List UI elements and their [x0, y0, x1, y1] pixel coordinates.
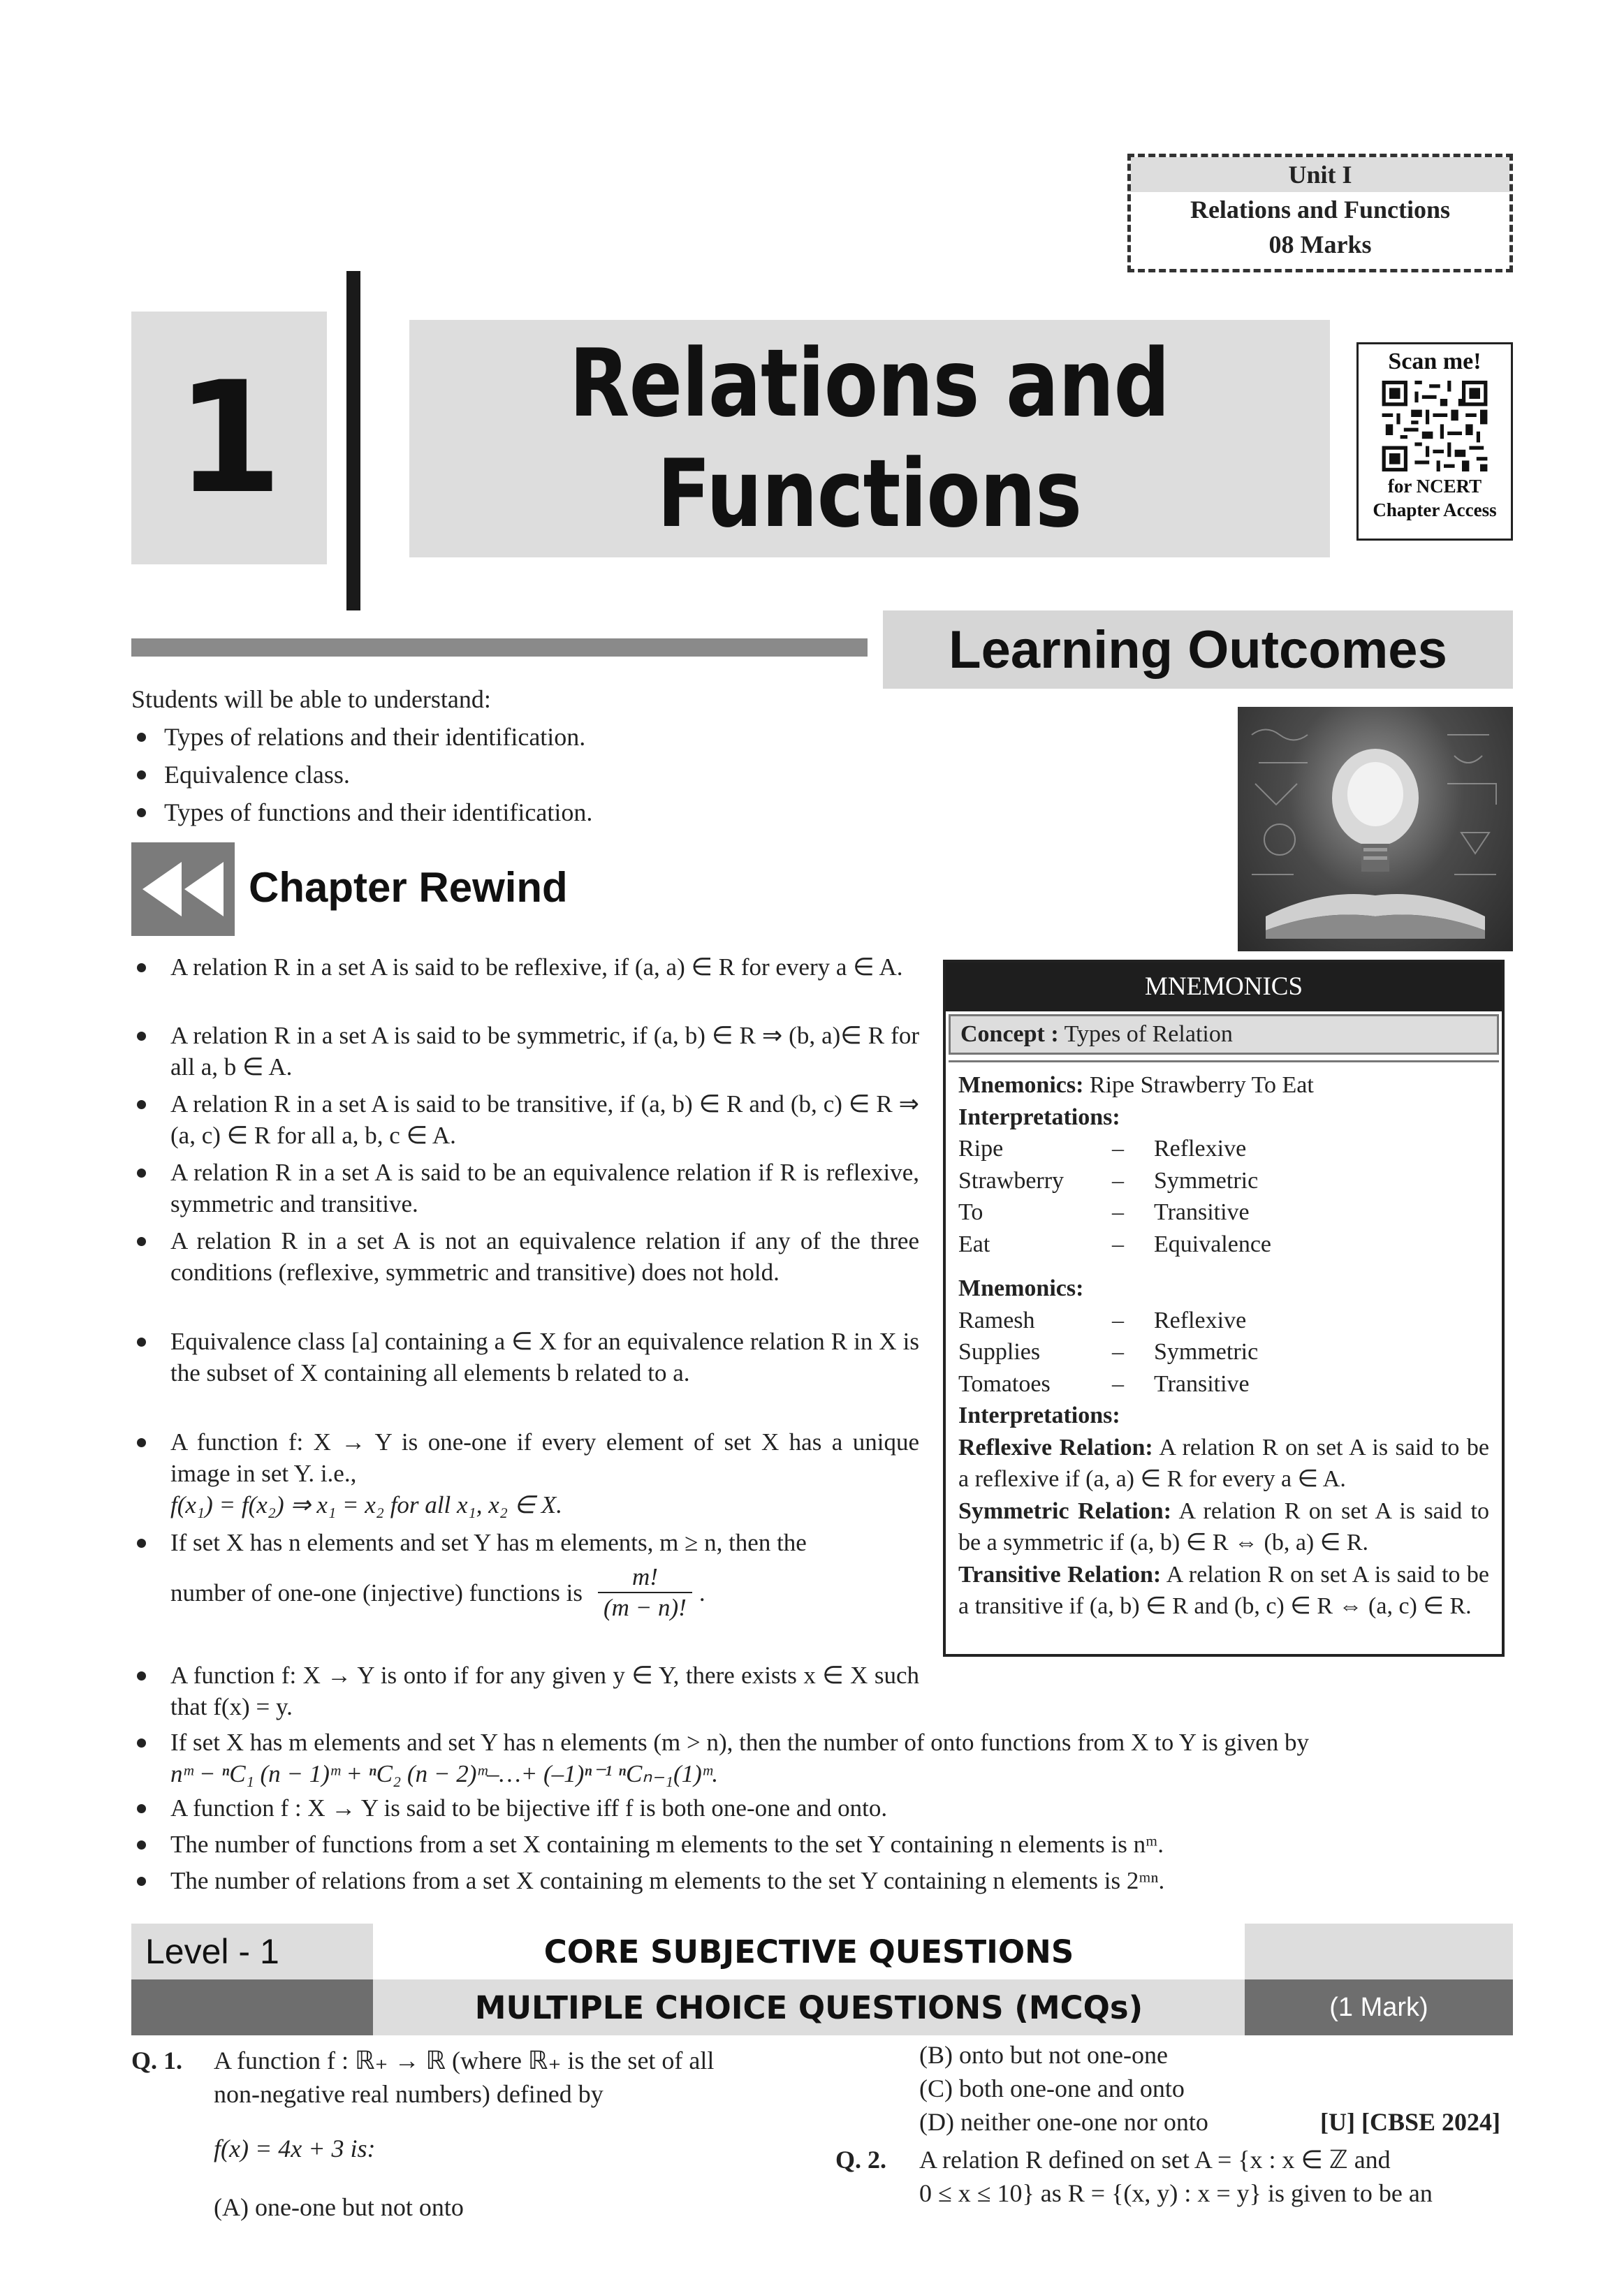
bullet-icon [137, 733, 146, 742]
qr-code-icon[interactable] [1382, 381, 1488, 471]
learning-outcomes-rule [131, 638, 868, 657]
reflexive-definition: Reflexive Relation: A relation R on set A is said to be a reflexive if (a, a) ∈ R for every a ∈ A. [958, 1434, 1489, 1492]
rewind-point: The number of functions from a set X containing m elements to the set Y containing n elements is nᵐ. [137, 1829, 1516, 1860]
fraction-denominator: (m − n)! [598, 1592, 692, 1623]
rewind-point: A function f: X → Y is onto if for any given y ∈ Y, there exists x ∈ X such that f(x) = y. [137, 1660, 919, 1722]
bullet-icon [137, 770, 146, 779]
mnemonic-row: Ramesh – Reflexive [958, 1307, 1247, 1333]
mcq-marks-box [1245, 1979, 1513, 2035]
learning-outcomes-title: Learning Outcomes [949, 620, 1447, 680]
core-questions-box [373, 1924, 1245, 1979]
mnemonic-row: To – Transitive [958, 1199, 1250, 1225]
transitive-definition: Transitive Relation: A relation R on set A is said to be a transitive if (a, b) ∈ R and (b, c) ∈ R ⇔ (a, c) ∈ R. [958, 1561, 1489, 1619]
mnemonic-row: Strawberry – Symmetric [958, 1167, 1259, 1194]
qr-scan-label: Scan me! [1388, 349, 1482, 374]
unit-info-box [1127, 154, 1513, 272]
mnemonics-header: MNEMONICS [946, 962, 1502, 1011]
question-2-number: Q. 2. [835, 2146, 887, 2174]
mnemonics-concept [949, 1014, 1499, 1055]
bullet-icon [137, 1100, 146, 1109]
chapter-rewind-title: Chapter Rewind [249, 864, 568, 911]
question-1-option-d[interactable]: (D) neither one-one nor onto [919, 2108, 1208, 2136]
rewind-point: A relation R in a set A is said to be transitive, if (a, b) ∈ R and (b, c) ∈ R ⇒ (a, c) ∈ R for all a, b, c ∈ A. [137, 1088, 919, 1151]
unit-name: Relations and Functions [1190, 196, 1451, 224]
qr-box[interactable] [1356, 342, 1513, 541]
bullet-icon [137, 808, 146, 817]
chapter-title-box [409, 320, 1330, 557]
bullet-icon [137, 1438, 146, 1447]
mnemonic-row: Tomatoes – Transitive [958, 1370, 1250, 1397]
injective-count-formula: number of one-one (injective) functions is $\frac{m!}{(m - n)!}$ . [170, 1563, 705, 1621]
learning-outcome-item: Equivalence class. [137, 760, 350, 789]
chapter-number: 1 [175, 349, 283, 527]
question-1-text: A function f : ℝ₊ → ℝ (where ℝ₊ is the set of all non-negative real numbers) defined by [214, 2047, 715, 2108]
rewind-point: A relation R in a set A is said to be reflexive, if (a, a) ∈ R for every a ∈ A. [137, 951, 919, 983]
bullet-icon [137, 1032, 146, 1041]
mnemonic-row: Supplies – Symmetric [958, 1339, 1259, 1365]
chapter-divider-bar [346, 271, 360, 610]
learning-outcomes-header [883, 610, 1513, 689]
rewind-point: If set X has n elements and set Y has m elements, m ≥ n, then the number of one-one (injective) functions is $\frac{m!}{(m - n)!}$ . [137, 1527, 919, 1623]
one-one-formula: f(x₁) = f(x₂) ⇒ x₁ = x₂ for all x₁, x₂ ∈ X. [170, 1491, 563, 1518]
chapter-number-box [131, 312, 327, 564]
qr-caption-line1: for NCERT [1387, 476, 1482, 497]
concept-value: Types of Relation [1064, 1021, 1233, 1047]
mnemonic-row: Ripe – Reflexive [958, 1136, 1247, 1162]
core-questions-title: CORE SUBJECTIVE QUESTIONS [543, 1933, 1074, 1970]
mnemonics-box [943, 960, 1505, 1657]
mcq-left-box [131, 1979, 373, 2035]
bullet-icon [137, 1840, 146, 1850]
question-2-text: A relation R defined on set A = {x : x ∈ ℤ and 0 ≤ x ≤ 10} as R = {(x, y) : x = y} is given to be an [919, 2146, 1433, 2207]
mnemonic-row: Eat – Equivalence [958, 1231, 1272, 1257]
question-1-option-c[interactable]: (C) both one-one and onto [919, 2074, 1185, 2102]
chapter-title [569, 328, 1169, 549]
level-label-box [131, 1924, 373, 1979]
bullet-icon [137, 1738, 146, 1748]
question-1-formula: f(x) = 4x + 3 is: [214, 2135, 376, 2162]
rewind-point: If set X has m elements and set Y has n elements (m > n), then the number of onto functions from X to Y is given by nᵐ − ⁿC₁ (n − 1)ᵐ + ⁿC₂ (n − 2)ᵐ–…+ (–1)ⁿ⁻¹ ⁿCₙ₋₁(1)ᵐ. [137, 1727, 1516, 1789]
lightbulb-book-image [1238, 707, 1513, 951]
rewind-point: The number of relations from a set X containing m elements to the set Y containing n elements is 2ᵐⁿ. [137, 1865, 1516, 1896]
bullet-icon [137, 963, 146, 972]
unit-marks: 08 Marks [1268, 230, 1372, 258]
mcq-title: MULTIPLE CHOICE QUESTIONS (MCQs) [474, 1989, 1143, 2026]
question-1-option-b[interactable]: (B) onto but not one-one [919, 2041, 1168, 2069]
concept-label: Concept : [960, 1021, 1059, 1047]
mnemonic-1: Mnemonics: Ripe Strawberry To Eat [958, 1072, 1314, 1098]
fraction [598, 1562, 692, 1623]
rewind-point: A function f: X → Y is one-one if every element of set X has a unique image in set Y. i.e., f(x₁) = f(x₂) ⇒ x₁ = x₂ for all x₁, x₂ ∈ X. [137, 1426, 919, 1521]
qr-caption [1359, 474, 1511, 522]
bullet-icon [137, 1237, 146, 1246]
interpretations-label: Interpretations: [958, 1104, 1120, 1130]
bullet-icon [137, 1539, 146, 1548]
unit-number: Unit I [1131, 157, 1509, 192]
mcq-marks: (1 Mark) [1329, 1992, 1428, 2022]
rewind-point: A function f : X → Y is said to be bijective iff f is both one-one and onto. [137, 1792, 1516, 1824]
learning-outcome-item: Types of functions and their identification. [137, 798, 592, 827]
question-1-number: Q. 1. [131, 2047, 183, 2074]
learning-outcome-item: Types of relations and their identification. [137, 722, 585, 752]
symmetric-definition: Symmetric Relation: A relation R on set A is said to be a symmetric if (a, b) ∈ R ⇔ (b, a) ∈ R. [958, 1498, 1490, 1555]
learning-outcomes-intro: Students will be able to understand: [131, 685, 491, 713]
qr-caption-line2: Chapter Access [1373, 499, 1497, 520]
bullet-icon [137, 1169, 146, 1178]
mnemonics-body [949, 1060, 1499, 1623]
bullet-icon [137, 1877, 146, 1886]
question-1-tag: [U] [CBSE 2024] [1320, 2108, 1500, 2136]
rewind-point: Equivalence class [a] containing a ∈ X for an equivalence relation R in X is the subset of X containing all elements b related to a. [137, 1326, 919, 1389]
rewind-point: A relation R in a set A is not an equivalence relation if any of the three conditions (reflexive, symmetric and transitive) does not hold. [137, 1225, 919, 1288]
mnemonic-2-label: Mnemonics: [958, 1275, 1084, 1301]
onto-count-formula: nᵐ − ⁿC₁ (n − 1)ᵐ + ⁿC₂ (n − 2)ᵐ–…+ (–1)ⁿ⁻¹ ⁿCₙ₋₁(1)ᵐ. [170, 1760, 719, 1787]
rewind-point: A relation R in a set A is said to be symmetric, if (a, b) ∈ R ⇒ (b, a)∈ R for all a, b ∈ A. [137, 1020, 919, 1083]
fraction-numerator: m! [631, 1563, 658, 1590]
mcq-title-box [373, 1979, 1245, 2035]
bullet-icon [137, 1338, 146, 1347]
interpretations-label-2: Interpretations: [958, 1403, 1120, 1428]
chapter-title-line2: Functions [657, 439, 1082, 548]
rewind-icon [131, 842, 235, 936]
question-1-option-a[interactable]: (A) one-one but not onto [214, 2193, 464, 2221]
bullet-icon [137, 1804, 146, 1813]
rewind-point: A relation R in a set A is said to be an equivalence relation if R is reflexive, symmetric and transitive. [137, 1157, 919, 1220]
bullet-icon [137, 1671, 146, 1681]
chapter-title-line1: Relations and [569, 329, 1170, 438]
level-right-box [1245, 1924, 1513, 1979]
level-label: Level - 1 [145, 1932, 279, 1971]
